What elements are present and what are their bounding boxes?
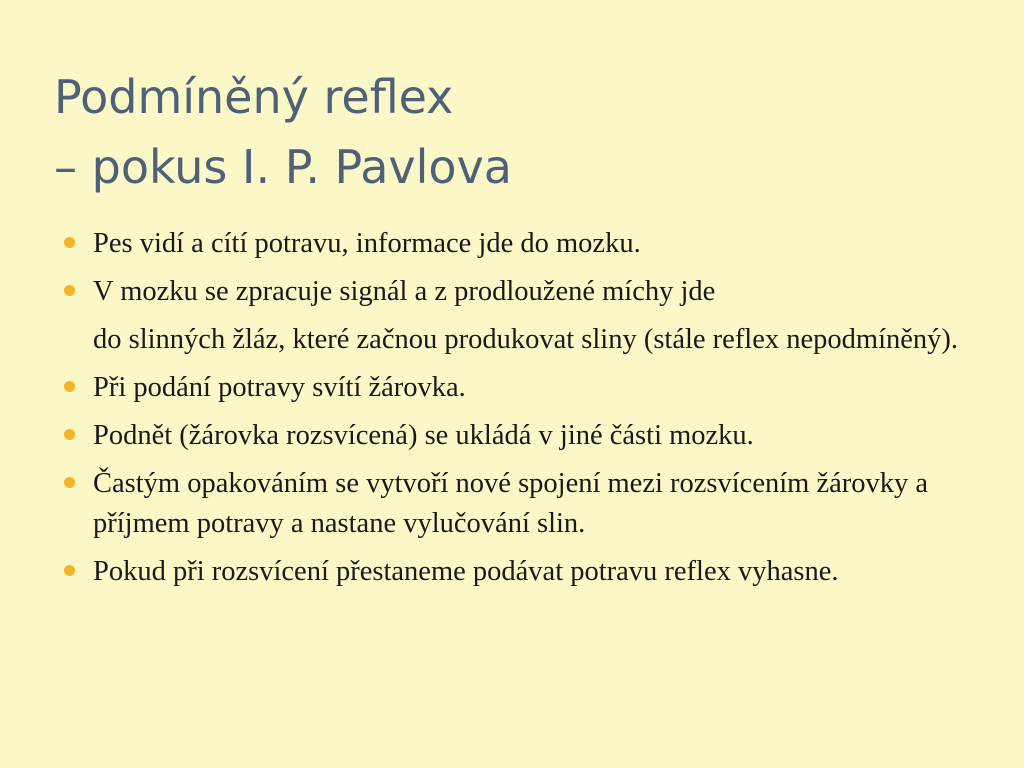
bullet-dot-icon (64, 565, 75, 576)
bullet-dot-icon (64, 237, 75, 248)
bullet-dot-icon (64, 429, 75, 440)
bullet-text: Podnět (žárovka rozsvícená) se ukládá v jiné části mozku. (93, 420, 754, 451)
bullet-list (62, 224, 1012, 600)
bullet-text: Pes vidí a cítí potravu, informace jde do mozku. (93, 228, 641, 259)
bullet-dot-icon (64, 285, 75, 296)
bullet-text: V mozku se zpracuje signál a z prodloužené míchy jde (93, 276, 716, 307)
bullet-text: Pokud při rozsvícení přestaneme podávat potravu reflex vyhasne. (93, 556, 839, 587)
list-item (62, 224, 1012, 264)
bullet-text: Častým opakováním se vytvoří nové spojení mezi rozsvícením žárovky a příjmem potravy a nastane vylučování slin. (93, 468, 929, 539)
bullet-dot-icon (64, 381, 75, 392)
bullet-dot-icon (64, 477, 75, 488)
slide-title-line-2: – pokus I. P. Pavlova (54, 140, 512, 194)
slide-title-line-1: Podmíněný reflex (54, 70, 454, 124)
slide-title (54, 62, 994, 202)
list-item (62, 272, 1012, 360)
bullet-text: Při podání potravy svítí žárovka. (93, 372, 466, 403)
list-item (62, 464, 1012, 544)
list-item (62, 368, 1012, 408)
list-item (62, 416, 1012, 456)
bullet-continuation-text: do slinných žláz, které začnou produkovat sliny (stále reflex nepodmíněný). (93, 324, 959, 355)
list-item (62, 552, 1012, 592)
